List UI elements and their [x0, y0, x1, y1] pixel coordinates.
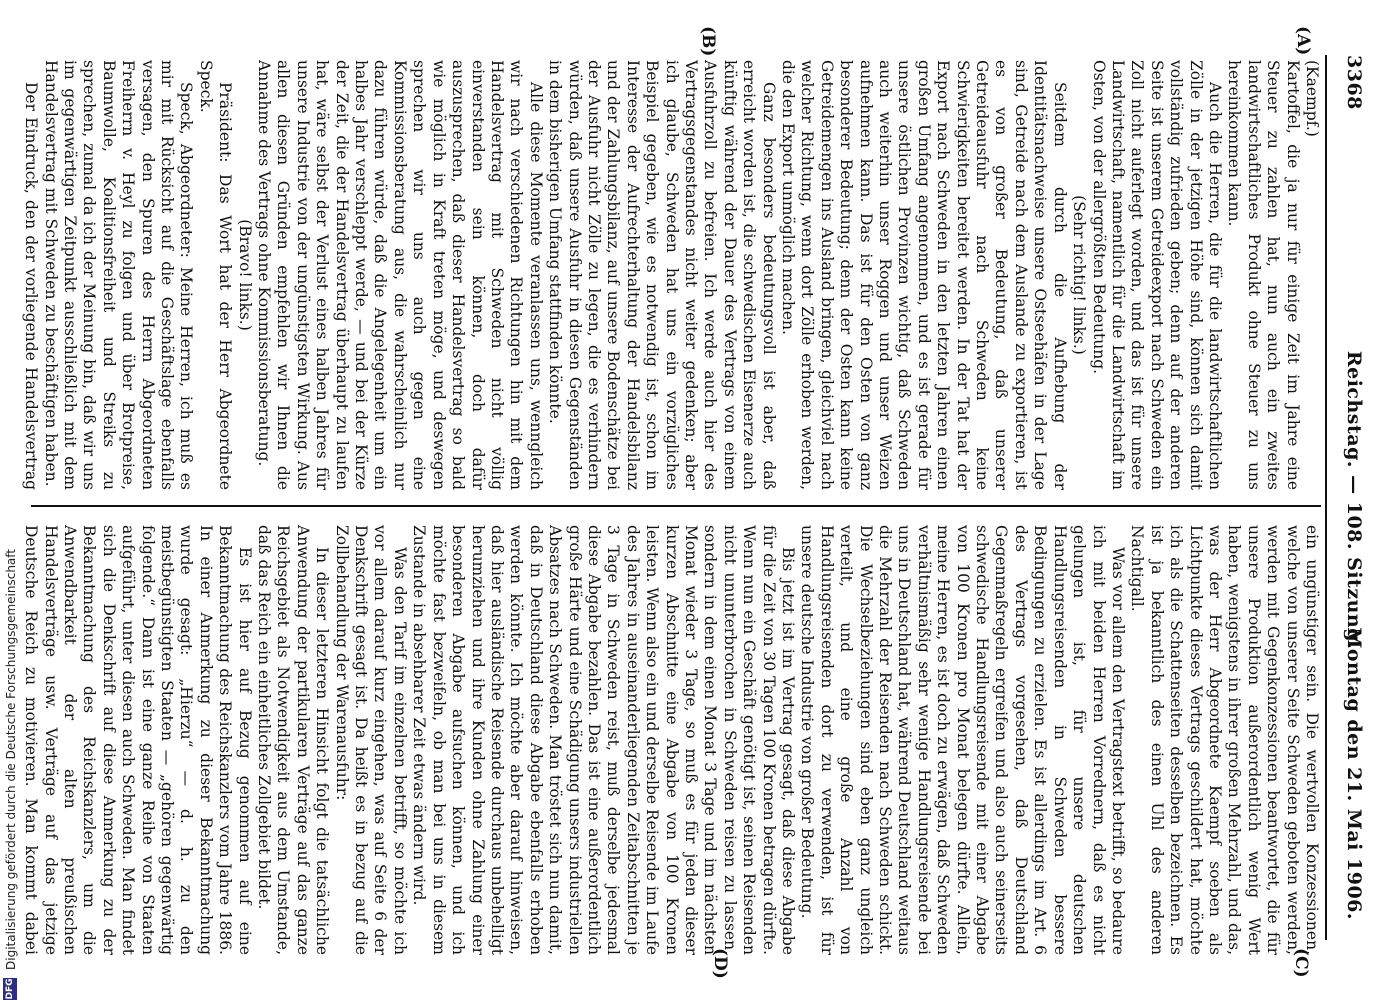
- interjection: (Sehr richtig! links.): [1070, 195, 1089, 355]
- paragraph: Was vor allem den Vertragstext betrifft, so bedaure ich mit beiden Herren Vorrednern, daß es nicht gelungen ist, für unsere deutschen Handlungsreisenden in Schweden bessere Bedingungen zu erzielen. Es ist allerdings im Art. 6 des Vertrags vorgesehen, daß Deutschland Gegenmaßregeln ergreifen und also auch seinerseits schwedische Handlungsreisende mit einer Abgabe von 100 Kronen pro Monat belegen dürfte. Allein, meine Herren, es ist doch zu erwägen, daß Schweden verhältnismäßig sehr wenige Handlungsreisende bei uns in Deutschland hat, während Deutschland weitaus die Mehrzahl der Reisenden nach Schweden schickt. Die Wechselbeziehungen sind eben ganz ungleich verteilt, und eine große Anzahl von Handlungsreisenden dort zu verwenden, ist für unsere deutsche Industrie von großer Bedeutung.: [798, 525, 1127, 955]
- running-header: Reichstag. — 108. Sitzung.: [1343, 350, 1365, 650]
- dfg-logo-icon: DFG: [5, 978, 15, 1000]
- margin-mark-d: (D): [710, 948, 730, 979]
- paragraph: Ganz besonders bedeutungsvoll ist aber, daß erreicht worden ist, die schwedischen Eisenerze auch künftig während der Dauer des Vertrags von einem Ausfuhrzoll zu befreien. Ich werde auch hier des Vertragsgegenstandes nicht weiter gedenken; aber ich glaube, Schweden hat uns ein vorzügliches Beispiel gegeben, wie es notwendig ist, schon im Interesse der Aufrechterhaltung der Handelsbilanz und der Zahlungsbilanz, auf unsere Bodenschätze bei der Ausfuhr nicht Zölle zu legen, die es verhindern würden, daß unsere Ausfuhr in diesen Gegenständen in dem bisherigen Umfang stattfinden könnte.: [546, 60, 778, 490]
- header-date: Montag den 21. Mai 1906.: [1343, 627, 1365, 920]
- margin-mark-b: (B): [698, 26, 718, 57]
- paragraph: ein ungünstiger sein. Die wertvollen Konzessionen, welche von unserer Seite Schweden geboten werden, werden mit Gegenkonzessionen beantwortet, die für unsere Produktion außerordentlich wenig Wert haben, wenigstens in ihrer großen Mehrzahl, und das, was der Herr Abgeordnete Kaempf soeben als Lichtpunkte dieses Vertrags geschildert hat, möchte ich als die Schattenseiten desselben bezeichnen. Es ist ja bekanntlich des einen Uhl des anderen Nachtigall.: [1128, 525, 1321, 955]
- paragraph: Seitdem durch die Aufhebung der Identitätsnachweise unsere Ostseehäfen in der Lage sind, Getreide nach dem Auslande zu exportieren, ist es von großer Bedeutung, daß unserer Getreideausfuhr nach Schweden keine Schwierigkeiten bereitet werden. In der Tat hat der Export nach Schweden in den letzten Jahren einen großen Umfang angenommen, und es ist gerade für unsere östlichen Provinzen wichtig, daß Schweden auch weiterhin unser Roggen und unser Weizen aufnehmen kann. Das ist für den Osten von ganz besonderer Bedeutung; denn der Osten kann keine Getreidemengen ins Ausland bringen, gleichviel nach welcher Richtung, wenn dort Zölle erhoben werden, die den Export unmöglich machen.: [779, 60, 1069, 490]
- page-number: 3368: [1343, 55, 1365, 110]
- paragraph: Was den Tarif im einzelnen betrifft, so möchte ich vor allem darauf kurz eingehen, was auf Seite 6 der Denkschrift gesagt ist. Da heißt es in bezug auf die Zollbehandlung der Warenausfuhr:: [332, 525, 409, 955]
- paragraph: Alle diese Momente veranlassen uns, wenngleich wir nach verschiedenen Richtungen hin mit dem Handelsvertrag mit Schweden nicht völlig einverstanden sein können, doch dafür auszusprechen, daß dieser Handelsvertrag so bald wie möglich in Kraft treten möge, und deswegen sprechen wir uns auch gegen eine Kommissionsberatung aus, die wahrscheinlich nur dazu führen würde, daß die Angelegenheit um ein halbes Jahr verschleppt werde, — und bei der Kürze der Zeit, die der Handelsvertrag überhaupt zu laufen hat, wäre selbst der Verlust eines halben Jahres für unsere Industrie von der ungünstigsten Wirkung. Aus allen diesen Gründen empfehlen wir Ihnen die Annahme des Vertrags ohne Kommissionsberatung.: [255, 60, 545, 490]
- speaker-tag: (Kaempf.): [1303, 60, 1321, 137]
- column-divider: [31, 505, 1321, 507]
- margin-mark-a: (A): [1293, 26, 1313, 56]
- paragraph: Präsident: Das Wort hat der Herr Abgeordnete Speck.: [196, 60, 235, 490]
- paragraph: Kartoffel, die ja nur für einige Zeit im Jahre eine Steuer zu zahlen hat, nun auch ein zweites landwirtschaftliches Produkt ohne Steuer zu uns hereinkommen kann.: [1225, 60, 1302, 490]
- paragraph: Es ist hier auf Bezug genommen auf eine Bekanntmachung des Reichskanzlers vom Jahre 1886. In einer Anmerkung zu dieser Bekanntmachung wurde gesagt: „Hierzu“ — d. h. zu den meistbegünstigten Staaten — „gehören gegenwärtig folgende.“ Dann ist eine ganze Reihe von Staaten aufgeführt, unter diesen auch Schweden. Man findet sich die Denkschrift auf diese Anmerkung zu der Bekanntmachung des Reichskanzlers, um die Anwendbarkeit der alten preußischen Handelsverträge usw. Verträge auf das jetzige Deutsche Reich zu motivieren. Man kommt dabei: [22, 525, 254, 955]
- margin-mark-c: (C): [1291, 948, 1311, 978]
- paragraph: Speck, Abgeordneter: Meine Herren, ich muß es mir mit Rücksicht auf die Geschäftslage ebenfalls versagen, den Spuren des Herrn Abgeordneten Freiherrn v. Heyl zu folgen und über Brotpreise, Baumwolle, Koalitionsfreiheit und Streiks zu sprechen, zumal da ich der Meinung bin, daß wir uns im gegenwärtigen Zeitpunkt ausschließlich mit dem Handelsvertrag mit Schweden zu beschäftigen haben.: [41, 60, 196, 490]
- right-text-column: [21, 525, 1321, 955]
- header-rule: [1325, 55, 1327, 940]
- quotation: In dieser letzteren Hinsicht folgt die tatsächliche Anwendung der partikularen Verträge auf das ganze Reichsgebiet als Notwendigkeit aus dem Umstande, daß das Reich ein einheitliches Zollgebiet bildet.: [255, 525, 332, 955]
- paragraph: Bis jetzt ist im Vertrag gesagt, daß diese Abgabe für die Zeit von 30 Tagen 100 Kronen betragen dürfte. Wenn nun ein Geschäft genötigt ist, seinen Reisenden nicht ununterbrochen in Schweden reisen zu lassen, sondern in dem einen Monat 3 Tage und im nächsten Monat wieder 3 Tage, so muß es für jeden dieser kurzen Abschnitte eine Abgabe von 100 Kronen leisten. Wenn also ein und derselbe Reisende im Laufe des Jahres in auseinanderliegenden Zeitabschnitten je 3 Tage in Schweden reist, muß derselbe jedesmal diese Abgabe bezahlen. Das ist eine außerordentlich große Härte und eine Schädigung unsers industriellen Absatzes nach Schweden. Man tröstet sich nun damit, daß in Deutschland diese Abgabe ebenfalls erhoben werden könnte. Ich möchte aber darauf hinweisen, daß hier ausländische Reisende durchaus unbehelligt herumziehen und ihre Kunden ohne Zahlung einer besonderen Abgabe aufsuchen können, und ich möchte fast bezweifeln, ob man bei uns in diesem Zustande in absehbarer Zeit etwas ändern wird.: [410, 525, 798, 955]
- left-text-column: [21, 60, 1321, 490]
- paragraph: Der Eindruck, den der vorliegende Handelsvertrag: [22, 82, 41, 490]
- digitization-credit: [0, 0, 24, 1000]
- paragraph: Auch die Herren, die für die landwirtschaftlichen Zölle in der jetzigen Höhe sind, können sich damit vollständig zufrieden geben; denn auf der anderen Seite ist unserem Getreideexport nach Schweden ein Zoll nicht auferlegt worden, und das ist für unsere Landwirtschaft, namentlich für die Landwirtschaft im Osten, von der allergrößten Bedeutung.: [1089, 60, 1224, 490]
- interjection: (Bravo! links.): [235, 219, 254, 331]
- credit-text: Digitalisierung gefördert durch die Deutsche Forschungsgemeinschaft: [4, 548, 18, 970]
